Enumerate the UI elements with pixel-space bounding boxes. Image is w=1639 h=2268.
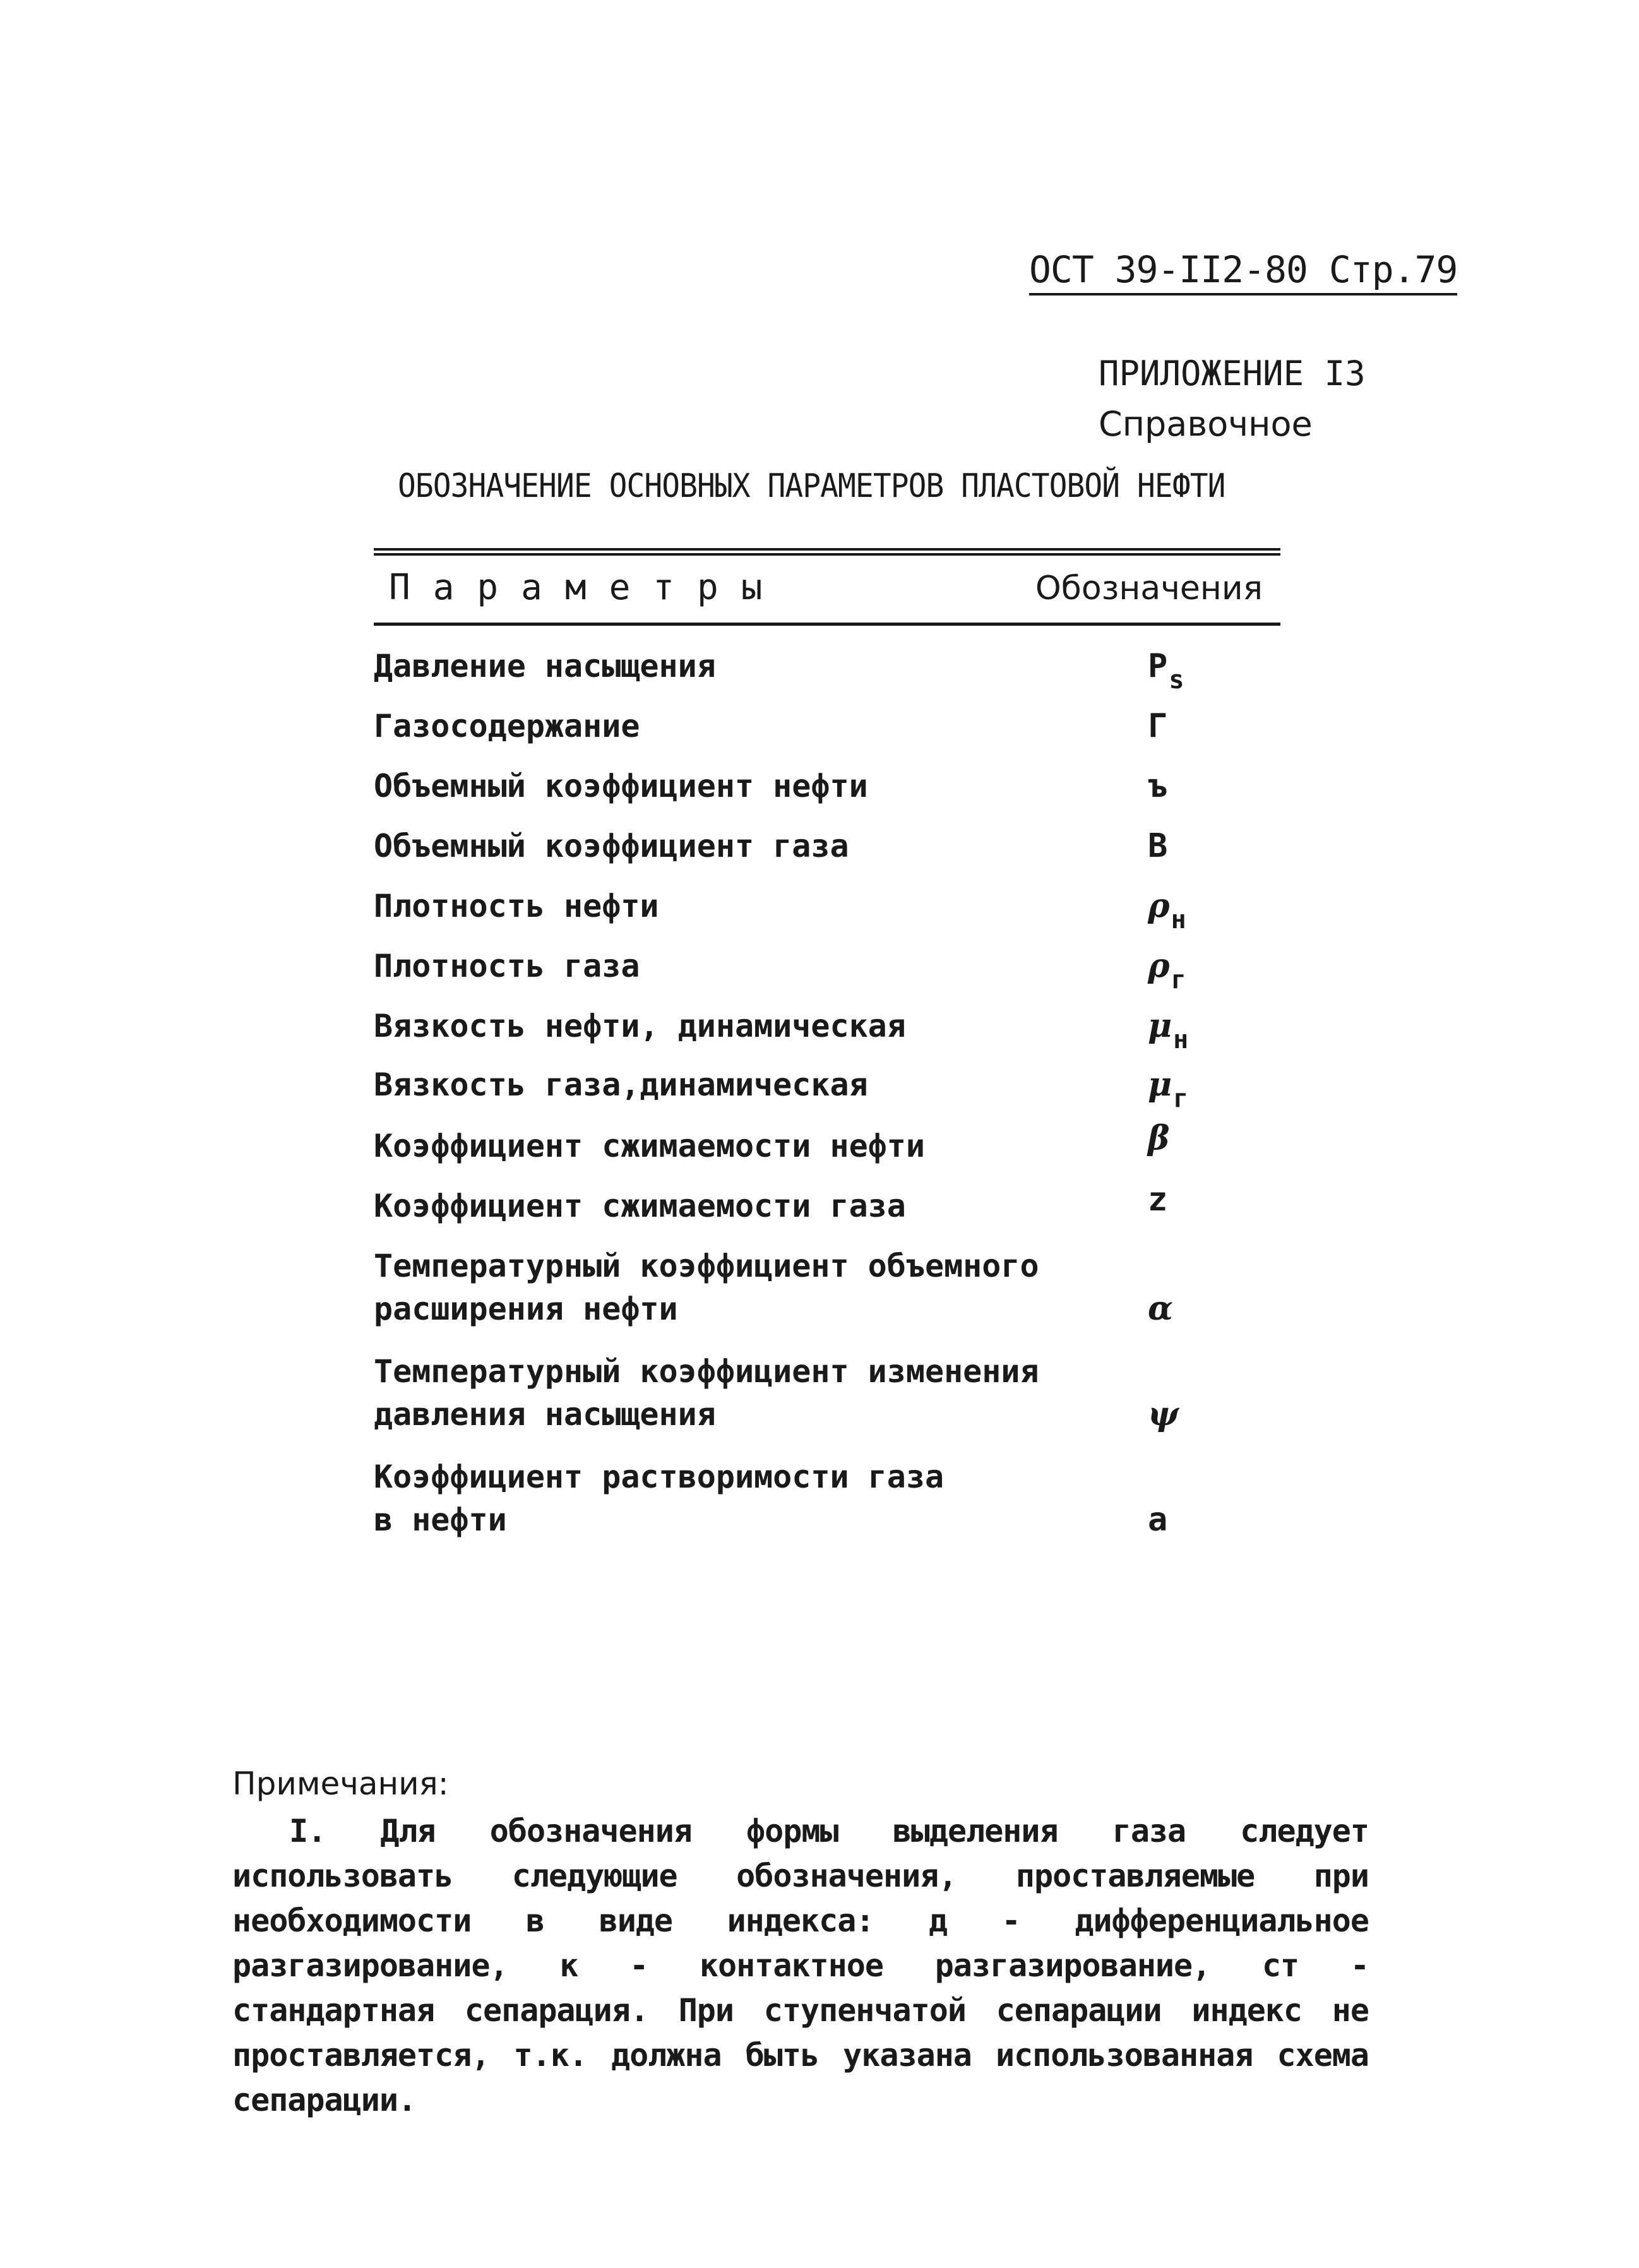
document-code: ОСТ 39-II2-80 Стр.79 (1029, 248, 1457, 295)
parameter-name: Газосодержание (374, 708, 640, 744)
parameter-name: Объемный коэффициент нефти (374, 768, 868, 804)
notes-text: I. Для обозначения формы выделения газа следует использовать следующие обозначения, проставляемые при необходимости в виде индекса: д - дифференциальное разгазирование, к - контактное разгазирование, ст - стандартная сепарация. При ступенчатой сепарации индекс не проставляется, т.к. должна быть указана использованная схема сепарации. (232, 1813, 1369, 2118)
parameter-symbol: $P_s$ (1148, 647, 1184, 695)
table-row (374, 945, 1280, 1005)
parameter-name: Давление насыщения (374, 648, 716, 684)
parameter-symbol: $\rho_г$ (1148, 946, 1186, 994)
parameter-symbol: z (1148, 1181, 1168, 1219)
table-row (374, 1119, 1280, 1185)
parameter-symbol: a (1148, 1501, 1168, 1539)
parameter-symbol: ъ (1148, 767, 1168, 805)
parameter-symbol: ψ (1148, 1395, 1179, 1433)
column-header-parameters: Параметры (389, 567, 785, 608)
parameter-name: Коэффициент сжимаемости газа (374, 1188, 906, 1224)
table-body (374, 645, 1280, 1556)
appendix-type: Справочное (1099, 404, 1313, 444)
parameter-name: Температурный коэффициент изменения давления насыщения (374, 1353, 1039, 1433)
table-row (374, 1455, 1280, 1556)
appendix-header (1099, 349, 1366, 450)
table-row (374, 1350, 1280, 1455)
table-row (374, 765, 1280, 825)
table-row (374, 645, 1280, 705)
parameter-name: Температурный коэффициент объемного расширения нефти (374, 1248, 1039, 1327)
page-title: ОБОЗНАЧЕНИЕ ОСНОВНЫХ ПАРАМЕТРОВ ПЛАСТОВОЙ НЕФТИ (398, 467, 1225, 505)
table-row (374, 1063, 1280, 1125)
table-row (374, 1244, 1280, 1350)
table-row (374, 825, 1280, 885)
table-header (374, 556, 1280, 623)
notes-title: Примечания: (232, 1765, 449, 1802)
parameter-symbol: $\rho_н$ (1148, 886, 1186, 934)
notes-section (232, 1762, 1369, 2123)
parameter-name: Коэффициент сжимаемости нефти (374, 1128, 925, 1164)
parameter-name: Объемный коэффициент газа (374, 828, 849, 864)
parameter-name: Вязкость газа,динамическая (374, 1066, 868, 1103)
parameter-symbol: β (1148, 1119, 1170, 1157)
parameter-symbol: Г (1148, 707, 1168, 745)
parameter-name: Плотность нефти (374, 888, 659, 924)
parameter-symbol: $\mu_г$ (1148, 1065, 1189, 1113)
table-row (374, 1181, 1280, 1244)
parameter-symbol: B (1148, 827, 1168, 865)
table-header-rule (374, 623, 1280, 626)
table-row (374, 885, 1280, 945)
parameter-symbol: $\mu_н$ (1148, 1006, 1189, 1054)
parameter-symbol: α (1148, 1289, 1174, 1328)
parameter-name: Вязкость нефти, динамическая (374, 1008, 906, 1044)
appendix-number: ПРИЛОЖЕНИЕ I3 (1099, 354, 1366, 393)
table-row (374, 1005, 1280, 1063)
parameters-table (374, 548, 1280, 1556)
parameter-name: Плотность газа (374, 948, 640, 984)
parameter-name: Коэффициент растворимости газа в нефти (374, 1459, 945, 1538)
column-header-symbols: Обозначения (1035, 570, 1263, 607)
table-row (374, 705, 1280, 765)
table-top-rule (374, 548, 1280, 556)
